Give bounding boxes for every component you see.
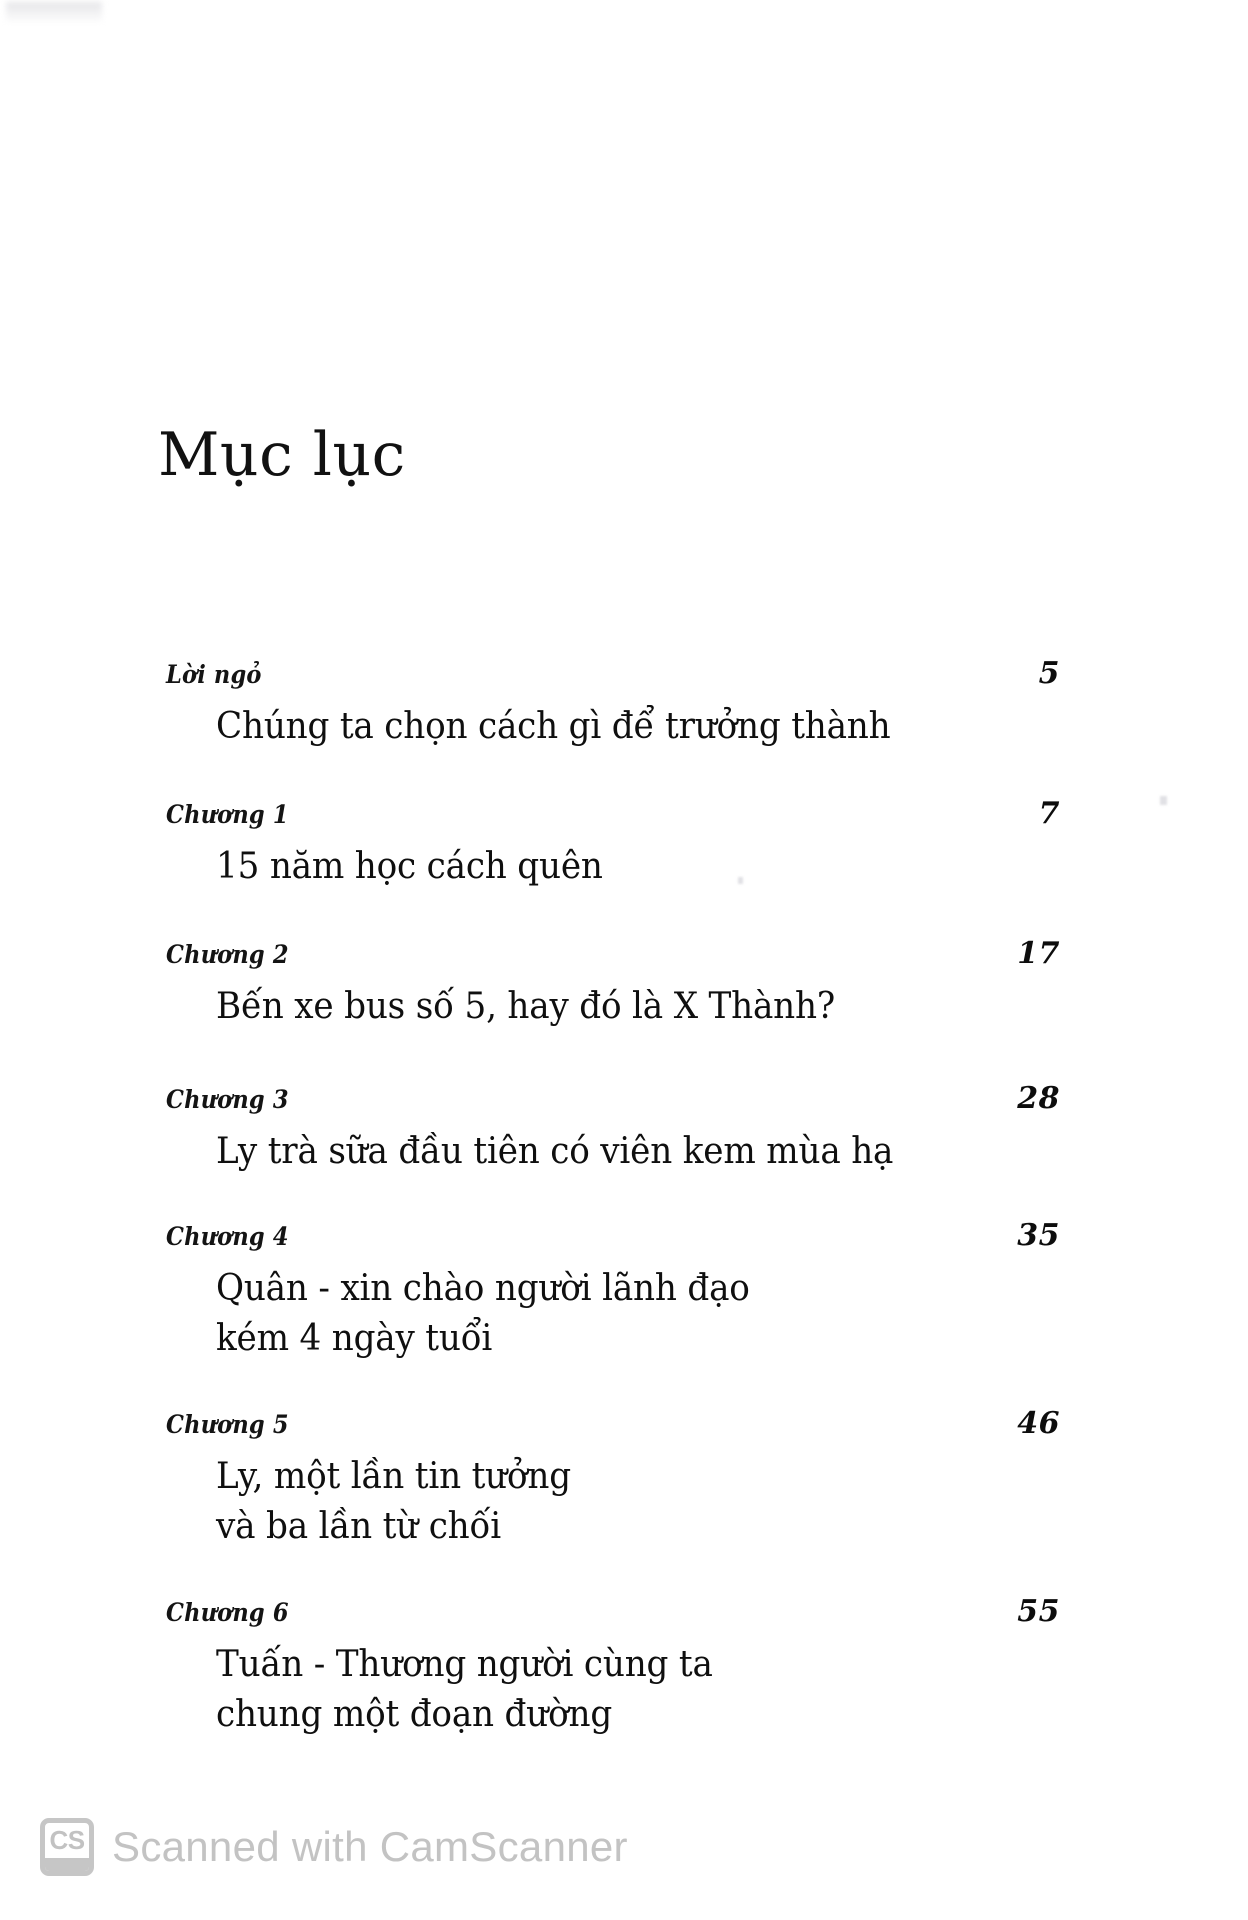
camscanner-watermark-label: Scanned with CamScanner (112, 1823, 628, 1870)
toc-entry-title-line: Tuấn - Thương người cùng ta (216, 1644, 713, 1685)
camscanner-logo-icon (40, 1818, 94, 1876)
toc-entry-title (216, 1264, 1116, 1364)
toc-entry-title (216, 702, 1116, 752)
chapter-label: Chương 3 (166, 1085, 289, 1114)
chapter-label: Chương 2 (166, 940, 289, 969)
page-number: 55 (1017, 1594, 1060, 1629)
toc-entry-title (216, 1452, 1116, 1552)
toc-entry-title-line: Ly, một lần tin tưởng (216, 1456, 571, 1497)
toc-entry-title (216, 1640, 1116, 1740)
chapter-label: Lời ngỏ (166, 660, 262, 689)
toc-entry-title-line: Chúng ta chọn cách gì để trưởng thành (216, 706, 891, 747)
toc-entry-title-line: Quân - xin chào người lãnh đạo (216, 1268, 750, 1309)
chapter-label: Chương 5 (166, 1410, 289, 1439)
toc-entry-header (0, 1218, 1248, 1262)
chapter-label: Chương 1 (166, 800, 289, 829)
page-title: Mục lục (158, 420, 406, 490)
page-number: 7 (1038, 796, 1060, 831)
toc-entry[interactable] (0, 936, 1248, 1027)
toc-entry-header (0, 656, 1248, 700)
toc-entry-title-line: 15 năm học cách quên (216, 846, 603, 887)
page-number: 28 (1017, 1081, 1060, 1116)
toc-entry-header (0, 1406, 1248, 1450)
toc-entry-title-line: Ly trà sữa đầu tiên có viên kem mùa hạ (216, 1131, 894, 1172)
toc-entry[interactable] (0, 656, 1248, 747)
toc-entry-title-line: và ba lần từ chối (216, 1506, 501, 1547)
toc-entry-header (0, 1081, 1248, 1125)
toc-entry-title-line: kém 4 ngày tuổi (216, 1318, 493, 1359)
toc-entry-header (0, 936, 1248, 980)
toc-entry-header (0, 796, 1248, 840)
page-number: 46 (1017, 1406, 1060, 1441)
camscanner-watermark (40, 1818, 628, 1876)
scan-artifact-smudge (6, 2, 102, 24)
page-number: 35 (1017, 1218, 1060, 1253)
camscanner-logo-text: CS (49, 1825, 85, 1855)
toc-entry-title (216, 982, 1116, 1032)
toc-entry-title (216, 1127, 1116, 1177)
toc-entry[interactable] (0, 1594, 1248, 1735)
page-number: 5 (1038, 656, 1060, 691)
toc-entry[interactable] (0, 796, 1248, 887)
toc-entry[interactable] (0, 1406, 1248, 1547)
chapter-label: Chương 4 (166, 1222, 289, 1251)
toc-entry[interactable] (0, 1218, 1248, 1359)
toc-entry[interactable] (0, 1081, 1248, 1172)
toc-entry-title-line: chung một đoạn đường (216, 1694, 613, 1735)
camscanner-logo-footer (45, 1858, 89, 1871)
page-number: 17 (1017, 936, 1060, 971)
toc-entry-title (216, 842, 1116, 892)
toc-entry-title-line: Bến xe bus số 5, hay đó là X Thành? (216, 986, 836, 1027)
chapter-label: Chương 6 (166, 1598, 289, 1627)
toc-entry-header (0, 1594, 1248, 1638)
